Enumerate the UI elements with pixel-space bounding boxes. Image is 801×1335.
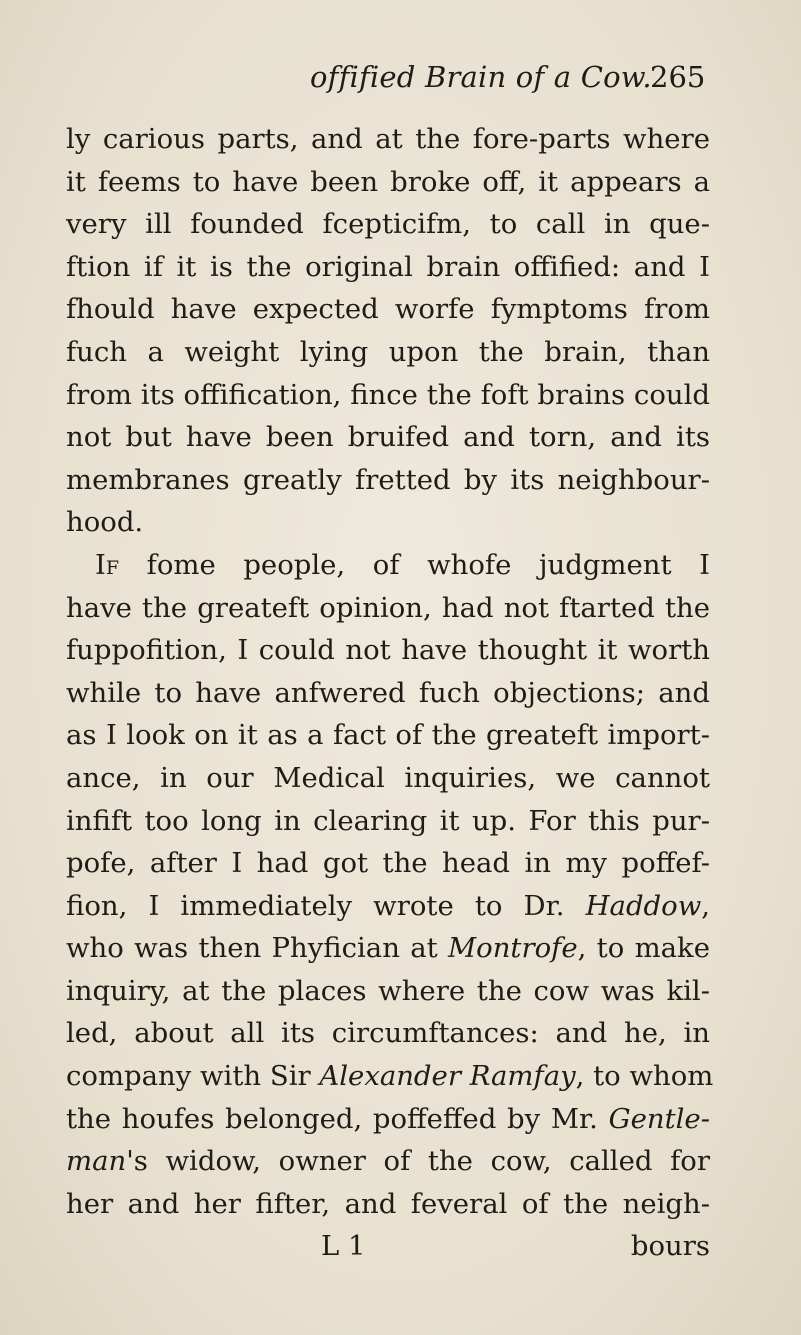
name-alexander-ramfay: Alexander Ramfay [319, 1060, 576, 1093]
text-line-19 [66, 885, 710, 928]
text-line-24 [66, 1098, 710, 1141]
text-line-21: inquiry, at the places where the cow was kil- [66, 974, 710, 1007]
text-line-24-start: the houfes belonged, poffeffed by Mr. [66, 1102, 609, 1135]
text-line-10: hood. [66, 506, 144, 539]
text-line-26: her and her fifter, and feveral of the neigh- [66, 1187, 710, 1220]
text-line-20 [66, 927, 710, 970]
text-line-2: it feems to have been broke off, it appears a [66, 165, 710, 198]
text-line-20-start: who was then Phyfician at [66, 932, 448, 965]
name-gentleman-part1: Gentle- [608, 1102, 710, 1135]
text-line-12: have the greateft opinion, had not ftarted the [66, 591, 710, 624]
text-line-20-end: , to make [577, 932, 710, 965]
text-line-22: led, about all its circumftances: and he, in [66, 1017, 710, 1050]
page-number: 265 [650, 60, 706, 94]
name-gentleman-part2: man [66, 1145, 127, 1178]
text-line-13: fuppofition, I could not have thought it worth [66, 634, 710, 667]
text-line-18: pofe, after I had got the head in my poffef- [66, 847, 710, 880]
text-line-11 [66, 544, 710, 587]
text-line-11-rest: fome people, of whofe judgment I [119, 548, 710, 581]
name-haddow: Haddow [585, 889, 702, 922]
paragraph-opening-word: If [95, 548, 120, 581]
text-line-4: ftion if it is the original brain offified: and I [66, 250, 710, 283]
text-line-16: ance, in our Medical inquiries, we cannot [66, 761, 710, 794]
signature-mark: L 1 [321, 1230, 366, 1263]
place-montrofe: Montrofe [447, 932, 578, 965]
text-line-25 [66, 1140, 710, 1183]
text-line-1: ly carious parts, and at the fore-parts where [66, 123, 710, 155]
text-line-6: fuch a weight lying upon the brain, than [66, 335, 710, 368]
text-line-14: while to have anfwered fuch objections; and [66, 676, 710, 709]
text-line-19-start: fion, I immediately wrote to Dr. [66, 889, 586, 922]
running-head [0, 60, 801, 100]
text-line-5: fhould have expected worfe fymptoms from [66, 293, 710, 326]
text-line-7: from its offification, fince the foft brains could [66, 378, 710, 411]
catchword: bours [630, 1230, 710, 1263]
text-line-3: very ill founded fcepticifm, to call in que- [66, 208, 710, 241]
text-line-17: infift too long in clearing it up. For this pur- [66, 804, 710, 837]
running-title: offified Brain of a Cow. [310, 60, 652, 94]
text-line-23-start: company with Sir [66, 1060, 320, 1093]
text-line-19-end: , [701, 889, 710, 922]
text-line-9: membranes greatly fretted by its neighbour- [66, 463, 710, 496]
body-text [66, 118, 714, 1268]
text-line-23-end: , to whom [575, 1060, 714, 1093]
text-line-23 [66, 1055, 714, 1098]
footer-line [66, 1225, 710, 1268]
text-line-25-rest: 's widow, owner of the cow, called for [126, 1145, 710, 1178]
text-line-15: as I look on it as a fact of the greateft import- [66, 719, 710, 752]
text-line-8: not but have been bruifed and torn, and its [66, 421, 710, 454]
